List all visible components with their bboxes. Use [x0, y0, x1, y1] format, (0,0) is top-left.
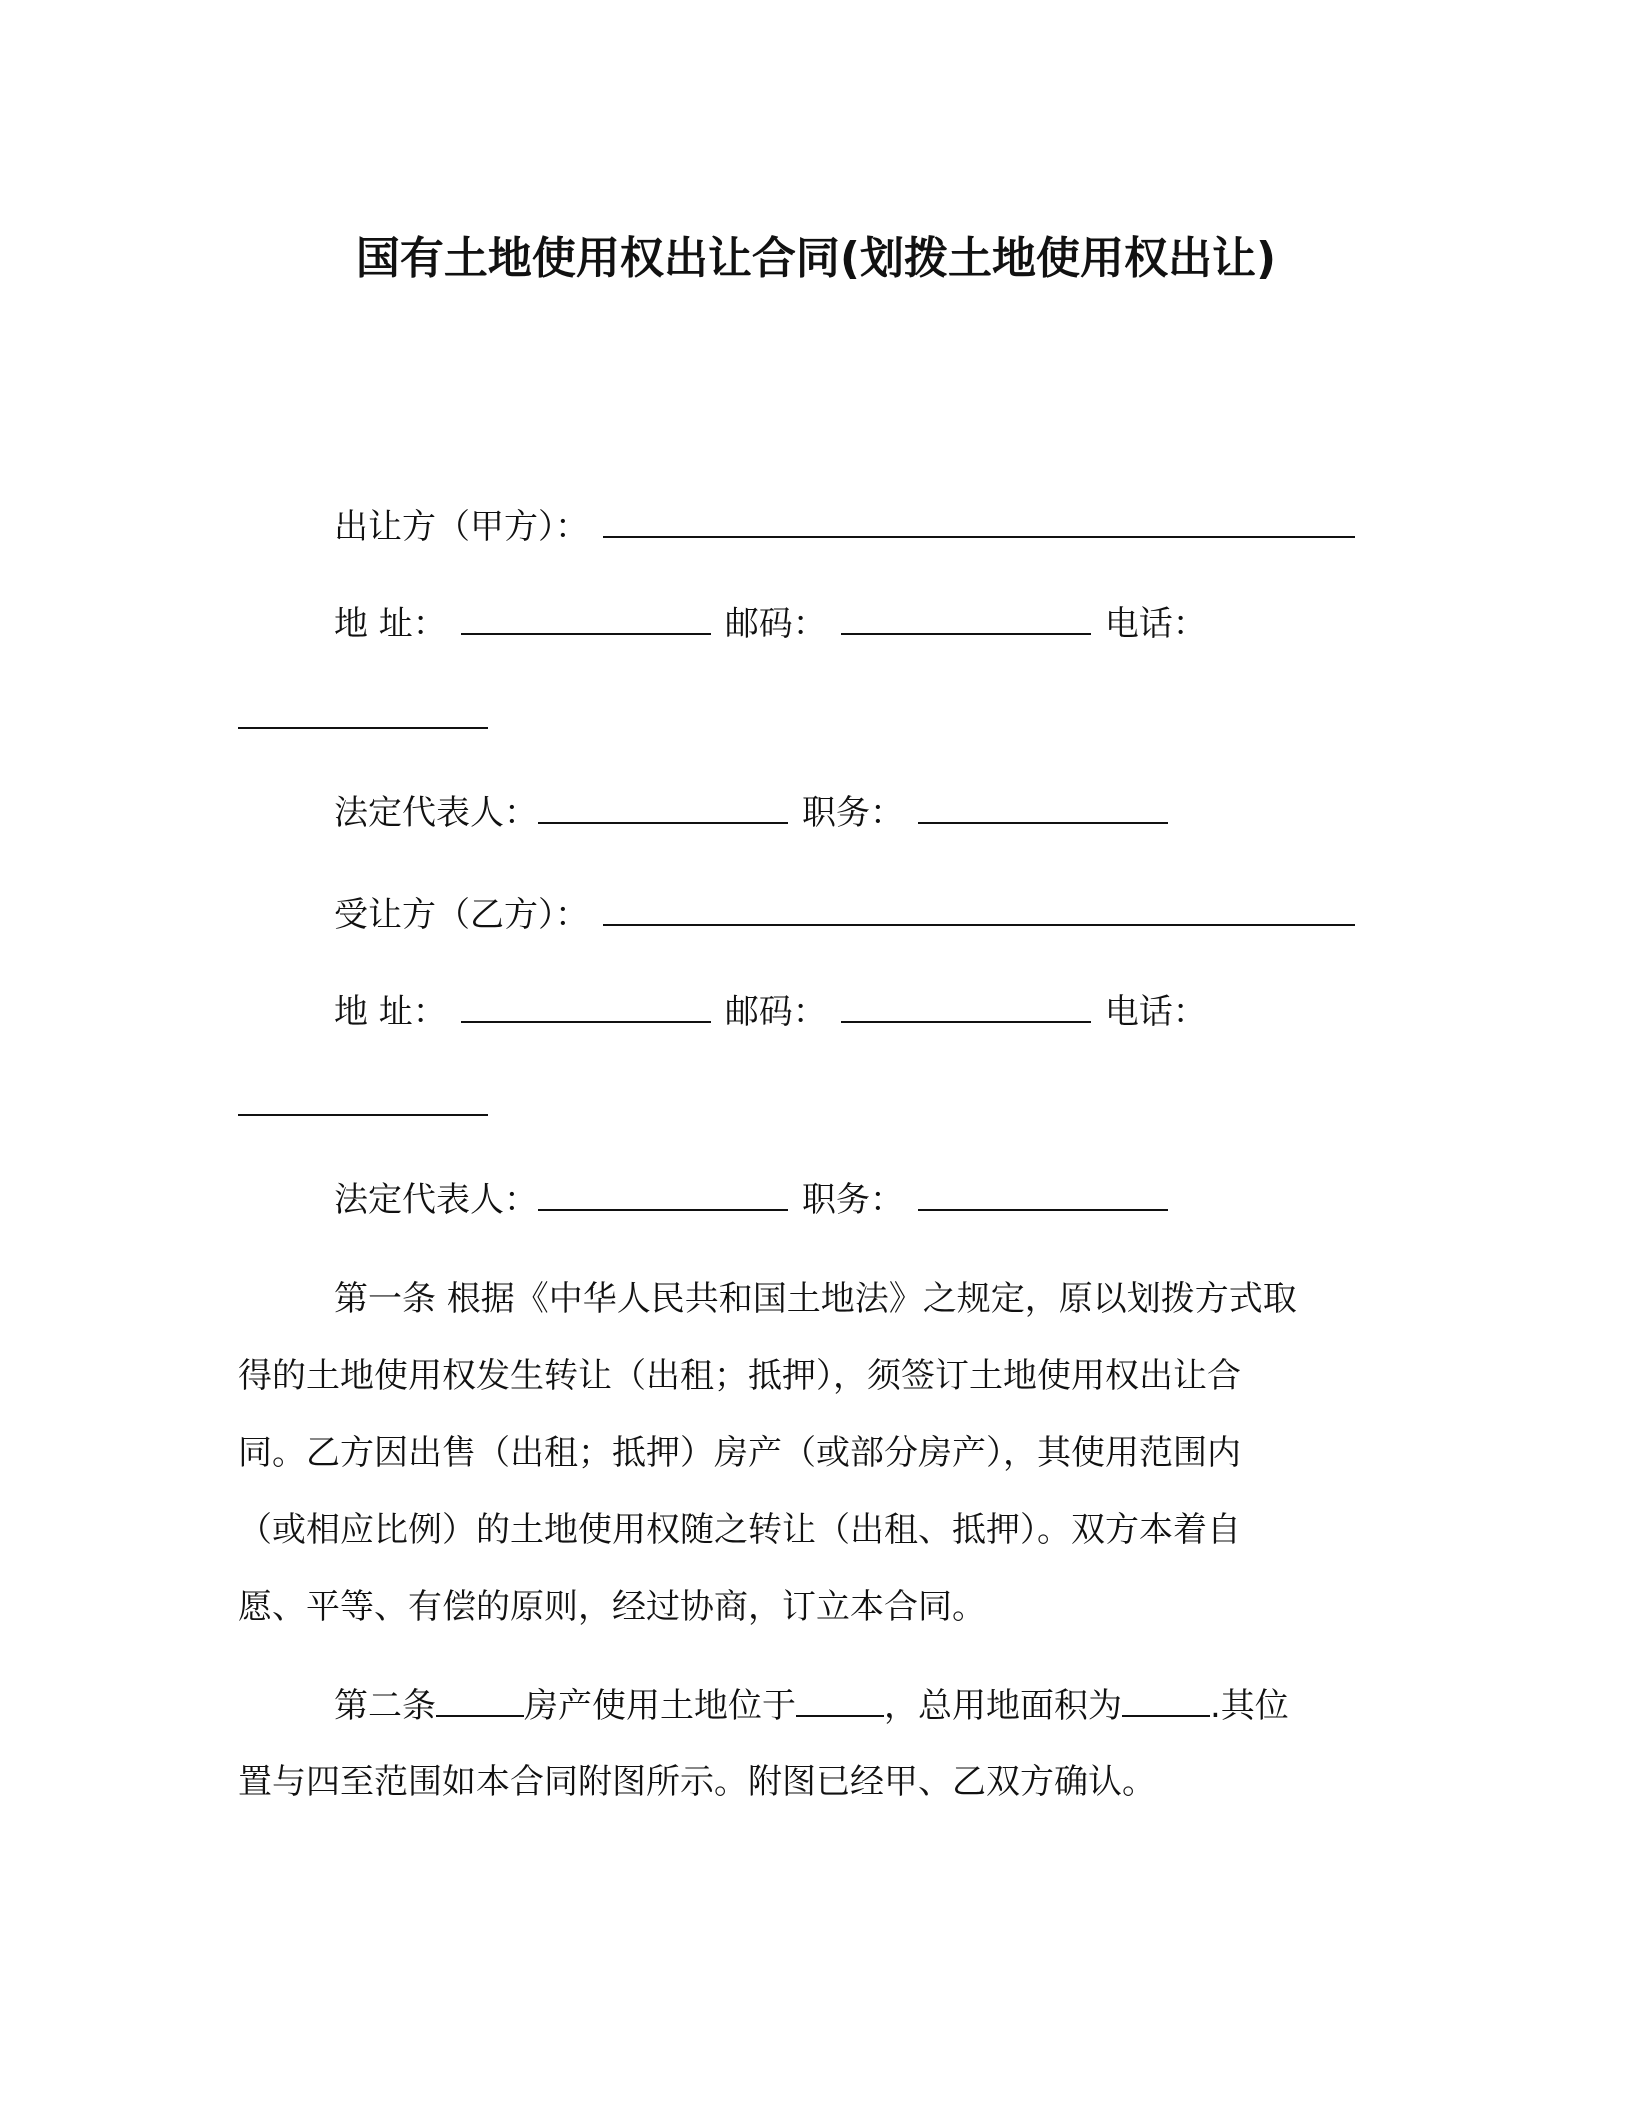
party-a-position-label: 职务：	[802, 793, 904, 833]
party-b-postcode-blank[interactable]	[841, 991, 1091, 1023]
party-a-line	[334, 505, 1355, 549]
party-b-rep-label: 法定代表人：	[334, 1180, 538, 1220]
article2-part1: 第二条	[334, 1686, 436, 1726]
party-a-address-blank[interactable]	[461, 603, 711, 635]
party-a-postcode-label: 邮码：	[724, 604, 827, 644]
party-b-name-blank[interactable]	[603, 894, 1355, 926]
party-a-rep-label: 法定代表人：	[334, 793, 538, 833]
contract-title: 国有土地使用权出让合同(划拨土地使用权出让)	[355, 233, 1277, 284]
party-b-phone-blank[interactable]	[238, 1112, 488, 1116]
party-a-phone-blank[interactable]	[238, 725, 488, 729]
article2-line-2: 置与四至范围如本合同附图所示。附图已经甲、乙双方确认。	[238, 1762, 1156, 1802]
party-b-label: 受让方（乙方）：	[334, 895, 589, 935]
party-b-position-label: 职务：	[802, 1180, 904, 1220]
article2-part4: .其位	[1210, 1686, 1289, 1726]
article2-part3: ，总用地面积为	[884, 1686, 1122, 1726]
party-b-phone-label: 电话：	[1104, 992, 1207, 1032]
party-a-rep-line	[334, 791, 1168, 835]
party-b-address-label: 地 址：	[334, 992, 447, 1032]
party-a-label: 出让方（甲方）：	[334, 507, 589, 547]
article1-line-4: （或相应比例）的土地使用权随之转让（出租、抵押）。双方本着自	[238, 1510, 1241, 1550]
party-b-postcode-label: 邮码：	[724, 992, 827, 1032]
article1-line-1: 第一条 根据《中华人民共和国土地法》之规定，原以划拨方式取	[334, 1279, 1297, 1319]
article2-location-blank[interactable]	[796, 1685, 884, 1717]
article2-line-1	[334, 1684, 1289, 1728]
party-a-postcode-blank[interactable]	[841, 603, 1091, 635]
party-a-phone-label: 电话：	[1104, 604, 1207, 644]
party-b-position-blank[interactable]	[918, 1179, 1168, 1211]
article2-house-blank[interactable]	[436, 1685, 524, 1717]
article2-part2: 房产使用土地位于	[524, 1686, 796, 1726]
party-a-position-blank[interactable]	[918, 792, 1168, 824]
party-b-line	[334, 893, 1355, 937]
party-a-address-label: 地 址：	[334, 604, 447, 644]
party-b-rep-blank[interactable]	[538, 1179, 788, 1211]
article1-line-5: 愿、平等、有偿的原则，经过协商，订立本合同。	[238, 1587, 986, 1627]
party-b-contact-line	[334, 990, 1207, 1034]
article1-line-3: 同。乙方因出售（出租；抵押）房产（或部分房产），其使用范围内	[238, 1433, 1241, 1473]
article2-area-blank[interactable]	[1122, 1685, 1210, 1717]
party-b-address-blank[interactable]	[461, 991, 711, 1023]
article1-line-2: 得的土地使用权发生转让（出租；抵押），须签订土地使用权出让合	[238, 1356, 1241, 1396]
party-a-contact-line	[334, 602, 1207, 646]
party-a-rep-blank[interactable]	[538, 792, 788, 824]
party-a-name-blank[interactable]	[603, 506, 1355, 538]
party-b-rep-line	[334, 1178, 1168, 1222]
